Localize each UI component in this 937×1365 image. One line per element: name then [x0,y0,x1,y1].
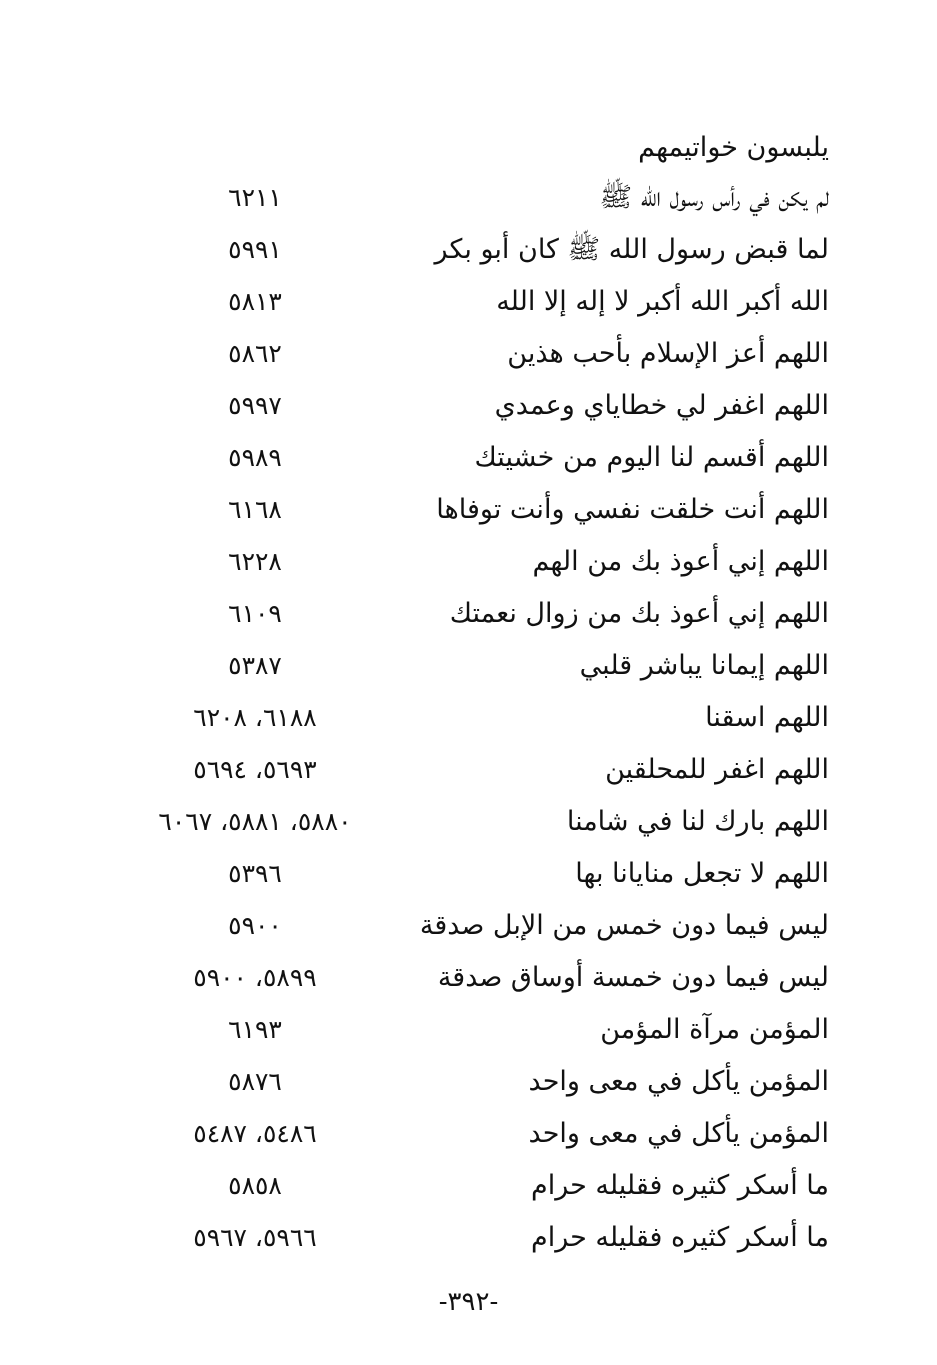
entry-refs: ٥٩٩٧ [228,391,282,420]
continuation-heading: يلبسون خواتيمهم [638,132,829,163]
entry-refs: ٥٤٨٦، ٥٤٨٧ [193,1119,317,1148]
entry-refs: ٥٩٨٩ [228,443,282,472]
index-entry [0,278,937,330]
index-entry [0,382,937,434]
entry-text: المؤمن يأكل في معى واحد [528,1066,829,1097]
entry-refs: ٦٢٢٨ [228,547,282,576]
entry-text: ليس فيما دون خمسة أوساق صدقة [437,962,829,993]
index-entry [0,954,937,1006]
entry-refs: ٦١٦٨ [228,495,282,524]
index-entry [0,538,937,590]
entry-text: اللهم لا تجعل منايانا بها [575,858,829,889]
entry-text: اللهم اغفر للمحلقين [605,754,829,785]
entry-text: اللهم أعز الإسلام بأحب هذين [507,338,829,369]
entry-refs: ٦٢١١ [228,183,282,212]
entry-refs: ٥٣٨٧ [228,651,282,680]
index-entry [0,330,937,382]
entry-text: اللهم بارك لنا في شامنا [566,806,829,837]
entry-refs: ٥٩٩١ [228,235,282,264]
index-entry [0,434,937,486]
entry-refs: ٦١٠٩ [228,599,282,628]
entry-text: اللهم إني أعوذ بك من الهم [532,546,829,577]
index-entry [0,798,937,850]
index-entry [0,902,937,954]
index-entry [0,1110,937,1162]
entry-refs: ٥٦٩٣، ٥٦٩٤ [193,755,317,784]
index-entry [0,1006,937,1058]
entry-text: اللهم اسقنا [705,702,829,733]
entry-refs: ٥٩٦٦، ٥٩٦٧ [193,1223,317,1252]
entry-refs: ٥٨٦٢ [228,339,282,368]
entry-refs: ٥٨٩٩، ٥٩٠٠ [193,963,317,992]
page-number: -٣٩٢- [438,1287,499,1317]
entry-text: ليس فيما دون خمس من الإبل صدقة [419,910,829,941]
entry-text: الله أكبر الله أكبر لا إله إلا الله [496,286,829,317]
entry-text: اللهم إيمانا يباشر قلبي [579,650,829,681]
index-entry [0,226,937,278]
index-entry [0,694,937,746]
index-entry [0,174,937,226]
entry-text: لما قبض رسول الله ﷺ كان أبو بكر [434,234,829,265]
index-entry [0,746,937,798]
entry-refs: ٦١٩٣ [228,1015,282,1044]
index-entry [0,486,937,538]
index-entry [0,850,937,902]
entry-text: اللهم أنت خلقت نفسي وأنت توفاها [436,494,829,525]
entry-text: ما أسكر كثيره فقليله حرام [530,1222,829,1253]
index-entries [0,174,937,1266]
entry-refs: ٥٨٧٦ [228,1067,282,1096]
entry-refs: ٥٨٨٠، ٥٨٨١، ٦٠٦٧ [158,807,352,836]
index-entry [0,1214,937,1266]
entry-text: اللهم إني أعوذ بك من زوال نعمتك [449,598,829,629]
entry-text: المؤمن يأكل في معى واحد [528,1118,829,1149]
entry-refs: ٥٨١٣ [228,287,282,316]
index-entry [0,1162,937,1214]
entry-text: اللهم أقسم لنا اليوم من خشيتك [474,442,829,473]
entry-refs: ٥٣٩٦ [228,859,282,888]
index-entry [0,1058,937,1110]
entry-text: ما أسكر كثيره فقليله حرام [530,1170,829,1201]
entry-refs: ٦١٨٨، ٦٢٠٨ [193,703,317,732]
entry-text: المؤمن مرآة المؤمن [600,1014,829,1045]
entry-text: اللهم اغفر لي خطاياي وعمدي [494,390,829,421]
entry-text: لم يكن في رأس رسول الله ﷺ [599,182,829,213]
index-entry [0,590,937,642]
index-entry [0,642,937,694]
entry-refs: ٥٩٠٠ [228,911,282,940]
entry-refs: ٥٨٥٨ [228,1171,282,1200]
